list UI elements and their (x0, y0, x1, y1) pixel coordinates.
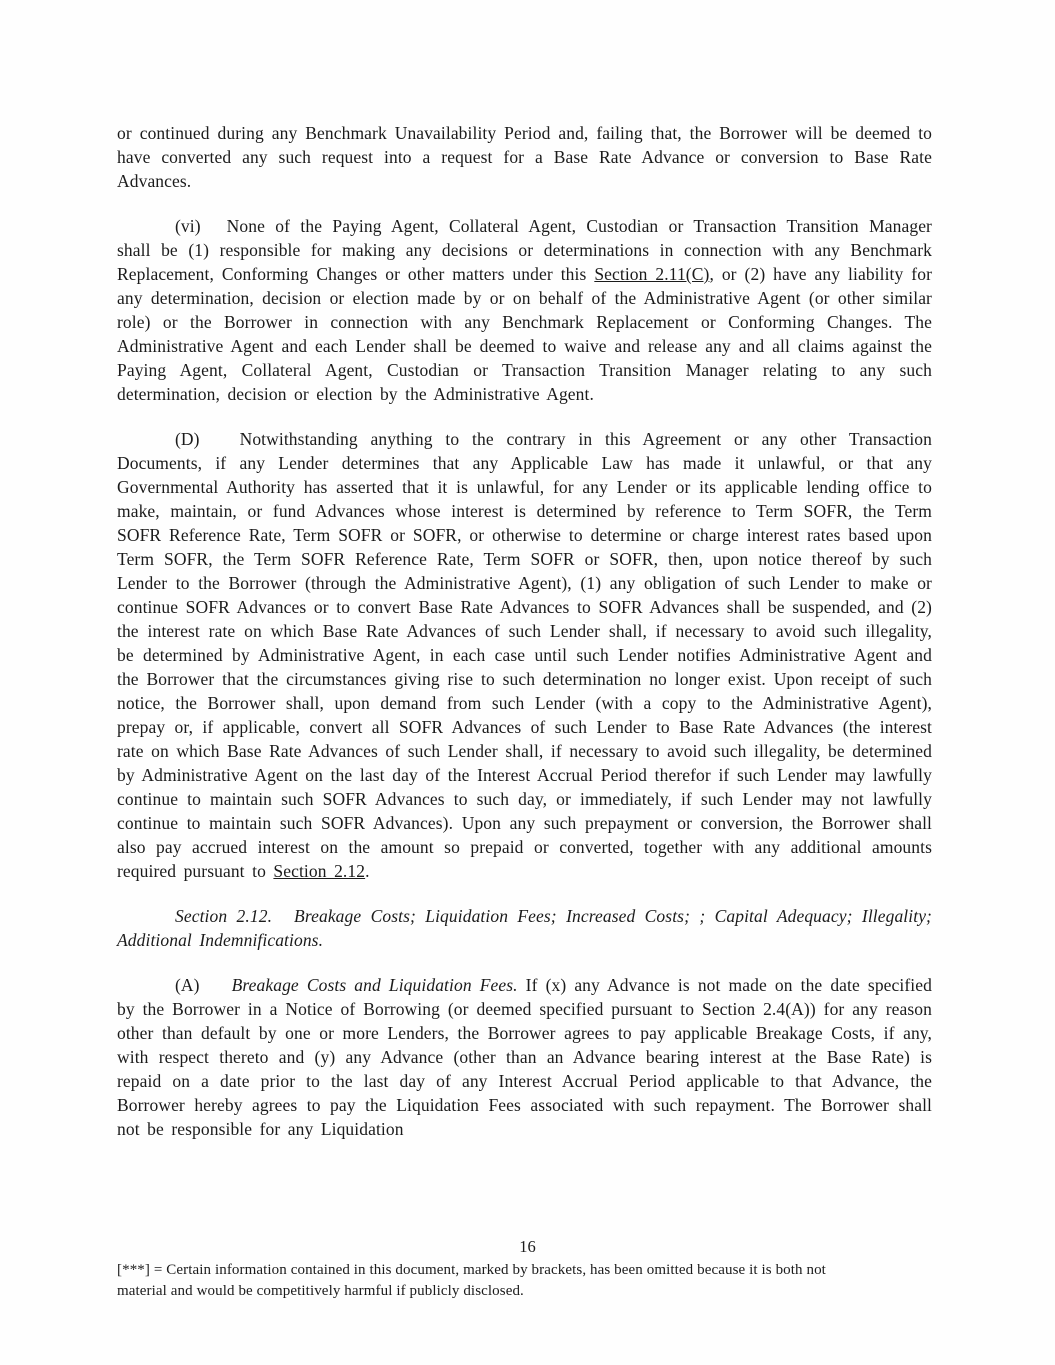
section-2-12-reference: Section 2.12 (273, 861, 366, 881)
section-2-11-c-reference: Section 2.11(C) (594, 264, 710, 284)
footnote-line-1: [***] = Certain information contained in this document, marked by brackets, has been omitted because it is both not (117, 1262, 826, 1278)
paragraph-vi-text-after: , or (2) have any liability for any determination, decision or election made by or on behalf of the Administrative Agent (or other similar role) or the Borrower in connection with any Benchmark Replacement or Conforming Changes. The Administrative Agent and each Lender shall be deemed to waive and release any and all claims against the Paying Agent, Collateral Agent, Custodian or Transaction Transition Manager relating to any such determination, decision or election by the Administrative Agent. (117, 264, 932, 404)
paragraph-vi-text-before: None of the Paying Agent, Collateral Agent, Custodian or Transaction Transition Manager shall be (1) responsible for making any decisions or determinations in connection with any Benchmark Replacement, Conforming Changes or other matters under this (117, 216, 932, 284)
paragraph-d-text-before: Notwithstanding anything to the contrary in this Agreement or any other Transaction Documents, if any Lender determines that any Applicable Law has made it unlawful, or that any Governmental Authority has asserted that it is unlawful, for any Lender or its applicable lending office to make, maintain, or fund Advances whose interest is determined by reference to Term SOFR, the Term SOFR Reference Rate, Term SOFR or SOFR, or otherwise to determine or charge interest rates based upon Term SOFR, the Term SOFR Reference Rate, Term SOFR or SOFR, then, upon notice thereof by such Lender to the Borrower (through the Administrative Agent), (1) any obligation of such Lender to make or continue SOFR Advances or to convert Base Rate Advances to SOFR Advances shall be suspended, and (2) the interest rate on which Base Rate Advances of such Lender shall, if necessary to avoid such illegality, be determined by Administrative Agent, in each case until such Lender notifies Administrative Agent and the Borrower that the circumstances giving rise to such determination no longer exist. Upon receipt of such notice, the Borrower shall, upon demand from such Lender (with a copy to the Administrative Agent), prepay or, if applicable, convert all SOFR Advances of such Lender to Base Rate Advances (the interest rate on which Base Rate Advances of such Lender shall, if necessary to avoid such illegality, be determined by Administrative Agent on the last day of the Interest Accrual Period therefor if such Lender may lawfully continue to maintain such SOFR Advances to such day, or immediately, if such Lender may not lawfully continue to maintain such SOFR Advances). Upon any such prepayment or conversion, the Borrower shall also pay accrued interest on the amount so prepaid or converted, together with any additional amounts required pursuant to (117, 429, 932, 881)
page-number: 16 (519, 1237, 536, 1256)
paragraph-vi-label: (vi) (175, 216, 201, 236)
paragraph-a-text: If (x) any Advance is not made on the date specified by the Borrower in a Notice of Borrowing (or deemed specified pursuant to Section 2.4(A)) for any reason other than default by one or more Lenders, the Borrower agrees to pay applicable Breakage Costs, if any, with respect thereto and (y) any Advance (other than an Advance bearing interest at the Base Rate) is repaid on a date prior to the last day of any Interest Accrual Period applicable to that Advance, the Borrower hereby agrees to pay the Liquidation Fees associated with such repayment. The Borrower shall not be responsible for any Liquidation (117, 975, 932, 1139)
paragraph-intro-text: or continued during any Benchmark Unavailability Period and, failing that, the Borrower will be deemed to have converted any such request into a request for a Base Rate Advance or conversion to Base Rate Advances. (117, 123, 932, 191)
section-2-12-heading (117, 904, 932, 952)
section-heading-title: Breakage Costs; Liquidation Fees; Increased Costs; ; Capital Adequacy; Illegality; Additional Indemnifications. (117, 906, 932, 950)
document-body (117, 121, 932, 1141)
paragraph-d (117, 427, 932, 883)
paragraph-d-label: (D) (175, 429, 200, 449)
paragraph-d-text-after: . (365, 861, 370, 881)
paragraph-a-label: (A) (175, 975, 200, 995)
section-heading-number: Section 2.12. (175, 906, 273, 926)
footnote (117, 1260, 939, 1302)
paragraph-vi (117, 214, 932, 406)
paragraph-intro (117, 121, 932, 193)
paragraph-a (117, 973, 932, 1141)
paragraph-a-title: Breakage Costs and Liquidation Fees. (231, 975, 518, 995)
footnote-line-2: material and would be competitively harmful if publicly disclosed. (117, 1283, 524, 1299)
